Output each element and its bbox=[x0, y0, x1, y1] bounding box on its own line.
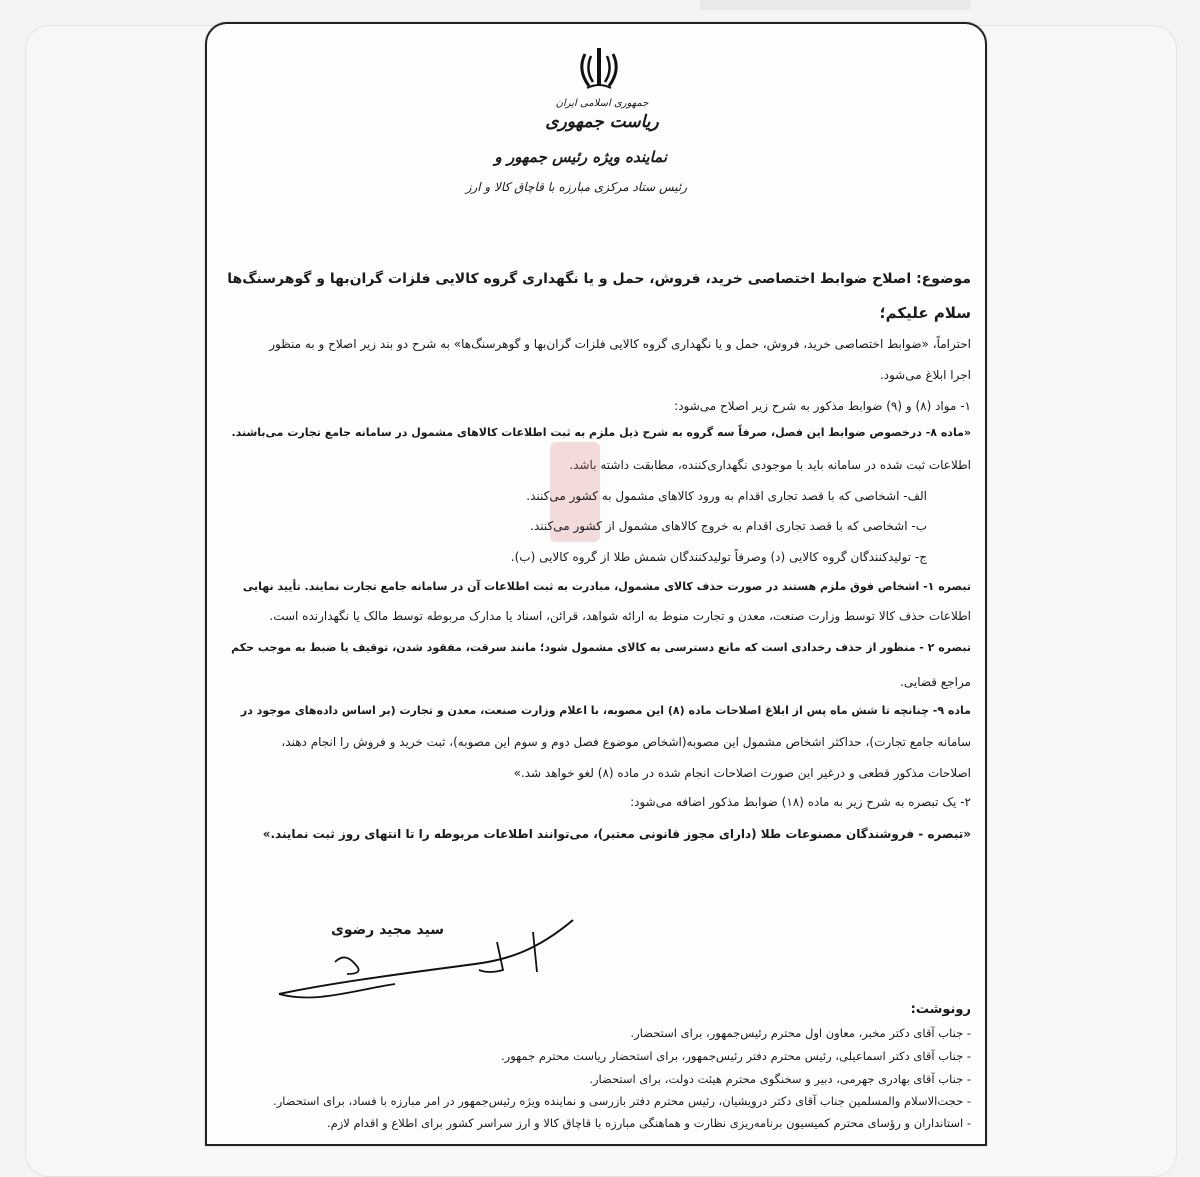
article-9-line-3: اصلاحات مذکور قطعی و درغیر این صورت اصلاحات انجام شده در ماده (۸) لغو خواهد شد.» bbox=[513, 766, 971, 780]
note-2-line-2: مراجع قضایی. bbox=[900, 675, 971, 689]
item-1: ۱- مواد (۸) و (۹) ضوابط مذکور به شرح زیر اصلاح می‌شود: bbox=[674, 399, 971, 413]
article-8-clause-c: ج- تولیدکنندگان گروه کالایی (د) وصرفاً تولیدکنندگان شمش طلا از گروه کالایی (ب). bbox=[510, 550, 927, 564]
emblem-icon bbox=[575, 46, 623, 92]
document-sheet bbox=[205, 22, 987, 1146]
signer-name: سید مجید رضوی bbox=[331, 922, 445, 938]
header-country: جمهوری اسلامی ایران bbox=[555, 98, 649, 109]
intro-line-2: اجرا ابلاغ می‌شود. bbox=[879, 368, 971, 382]
article-8-clause-b: ب- اشخاصی که با قصد تجاری اقدام به خروج کالاهای مشمول از کشور می‌کنند. bbox=[530, 519, 927, 533]
note-1-line-1: تبصره ۱- اشخاص فوق ملزم هستند در صورت حذف کالای مشمول، مبادرت به ثبت اطلاعات آن در سامانه جامع تجارت نمایند. تأیید نهایی bbox=[242, 580, 971, 593]
intro-line-1: احتراماً، «ضوابط اختصاصی خرید، فروش، حمل و یا نگهداری گروه کالایی فلزات گران‌بها و گوهرسنگ‌ها» به شرح دو بند زیر اصلاح و به منظور bbox=[269, 337, 971, 351]
note-2-line-1: تبصره ۲ - منظور از حذف رخدادی است که مانع دسترسی به کالای مشمول شود؛ مانند سرقت، مفقود شدن، توقیف یا ضبط به موجب حکم bbox=[231, 641, 971, 654]
article-8-line-1: «ماده ۸- درخصوص ضوابط این فصل، صرفاً سه گروه به شرح ذیل ملزم به ثبت اطلاعات کالاهای مشمول در سامانه جامع تجارت می‌باشند. bbox=[231, 426, 971, 439]
cc-item: - جناب آقای بهادری جهرمی، دبیر و سخنگوی محترم هیئت دولت، برای استحضار. bbox=[589, 1072, 971, 1086]
note-1-line-2: اطلاعات حذف کالا توسط وزارت صنعت، معدن و تجارت منوط به ارائه شواهد، قرائن، اسناد یا مدارک مربوطه توسط مالک یا نگهدارنده است. bbox=[269, 609, 971, 623]
cc-item: - حجت‌الاسلام والمسلمین جناب آقای دکتر درویشیان، رئیس محترم دفتر بازرسی و نماینده ویژه رئیس‌جمهور در امر مبارزه با فساد، برای استحضار. bbox=[273, 1094, 971, 1108]
greeting: سلام علیکم؛ bbox=[879, 304, 971, 322]
cc-item: - جناب آقای دکتر اسماعیلی، رئیس محترم دفتر رئیس‌جمهور، برای استحضار ریاست محترم جمهور. bbox=[500, 1049, 971, 1063]
item-2: ۲- یک تبصره به شرح زیر به ماده (۱۸) ضوابط مذکور اضافه می‌شود: bbox=[630, 795, 971, 809]
header-headquarters: رئیس ستاد مرکزی مبارزه با قاچاق کالا و ارز bbox=[465, 180, 687, 194]
top-strip bbox=[700, 0, 970, 10]
article-8-line-2: اطلاعات ثبت شده در سامانه باید با موجودی نگهداری‌کننده، مطابقت داشته باشد. bbox=[569, 458, 971, 472]
signature-icon bbox=[275, 912, 585, 1007]
subject-line: موضوع: اصلاح ضوابط اختصاصی خرید، فروش، حمل و یا نگهداری گروه کالایی فلزات گران‌بها و گوهرسنگ‌ها bbox=[227, 271, 971, 287]
cc-item: - جناب آقای دکتر مخبر، معاون اول محترم رئیس‌جمهور، برای استحضار. bbox=[630, 1026, 971, 1040]
gold-sellers-note: «تبصره - فروشندگان مصنوعات طلا (دارای مجوز قانونی معتبر)، می‌توانند اطلاعات مربوطه را تا انتهای روز ثبت نمایند.» bbox=[262, 827, 971, 841]
header-representative: نماینده ویژه رئیس جمهور و bbox=[494, 148, 667, 166]
header-presidency: ریاست جمهوری bbox=[545, 112, 659, 132]
article-9-line-1: ماده ۹- چنانچه تا شش ماه پس از ابلاغ اصلاحات ماده (۸) این مصوبه، با اعلام وزارت صنعت، معدن و تجارت (بر اساس داده‌های موجود در bbox=[240, 704, 971, 717]
article-9-line-2: سامانه جامع تجارت)، حداکثر اشخاص مشمول این مصوبه(اشخاص موضوع فصل دوم و سوم این مصوبه)، ثبت خرید و فروش را انجام دهند، bbox=[281, 735, 971, 749]
cc-item: - استانداران و رؤسای محترم کمیسیون برنامه‌ریزی نظارت و هماهنگی مبارزه با قاچاق کالا و ارز سراسر کشور برای اطلاع و اقدام لازم. bbox=[326, 1116, 971, 1130]
cc-title: رونوشت: bbox=[910, 1002, 971, 1017]
article-8-clause-a: الف- اشخاصی که با قصد تجاری اقدام به ورود کالاهای مشمول به کشور می‌کنند. bbox=[526, 489, 927, 503]
